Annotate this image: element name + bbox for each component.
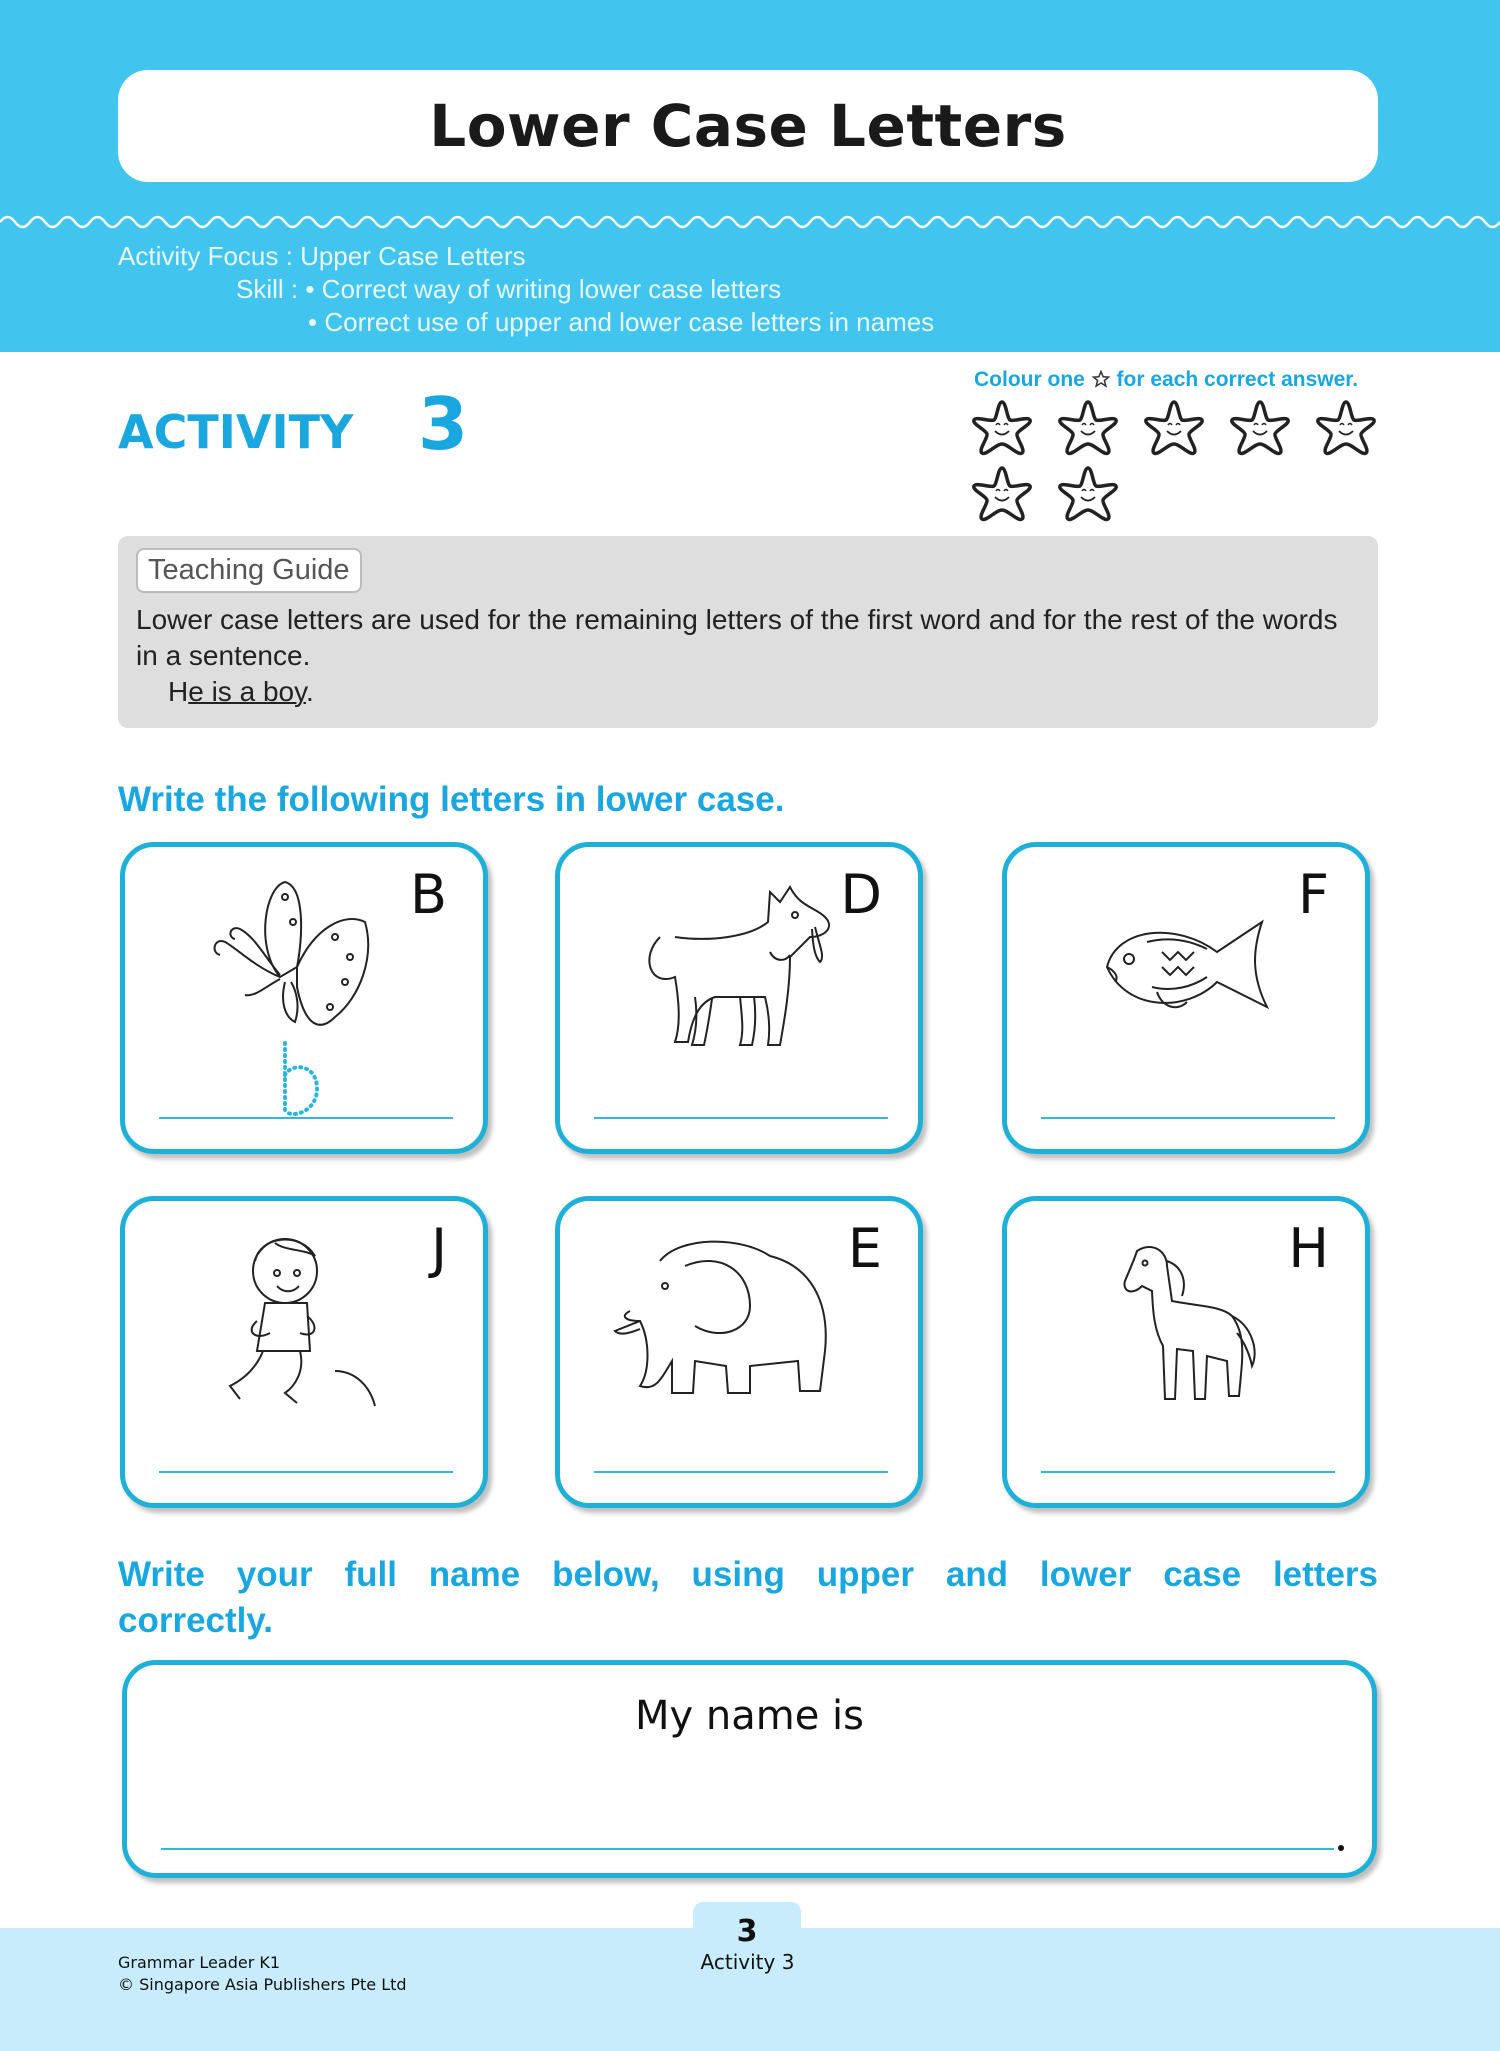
page-number: 3 [693,1902,801,1962]
dog-icon [620,867,840,1057]
answer-line[interactable] [594,1117,888,1119]
teaching-guide-text: Lower case letters are used for the remaining letters of the first word and for the rest of the words in a sentence. [136,604,1338,671]
teaching-guide [118,536,1378,728]
copyright: © Singapore Asia Publishers Pte Ltd [118,1975,407,1994]
answer-line[interactable] [1041,1471,1335,1473]
exercise1-instruction: Write the following letters in lower case. [118,780,785,819]
header-banner [0,0,1500,352]
skill-item: • Correct use of upper and lower case letters in names [308,307,935,337]
letter-card-h [1002,1196,1370,1508]
smiling-star-icon[interactable] [1056,398,1120,458]
name-answer-line[interactable] [161,1848,1334,1850]
fish-icon [1067,867,1287,1057]
elephant-icon [600,1221,840,1411]
name-writing-box [122,1660,1377,1878]
activity-label: ACTIVITY [118,405,354,459]
footer-activity-label: Activity 3 [700,1950,795,1974]
butterfly-icon [185,867,405,1057]
smiling-star-icon[interactable] [1142,398,1206,458]
smiling-star-icon[interactable] [1056,464,1120,524]
smiling-star-icon[interactable] [970,464,1034,524]
uppercase-letter: E [847,1217,882,1280]
smiling-star-icon[interactable] [1314,398,1378,458]
activity-focus [118,240,934,339]
answer-line[interactable] [594,1471,888,1473]
book-title: Grammar Leader K1 [118,1953,281,1972]
wave-divider [0,212,1500,232]
uppercase-letter: F [1297,863,1329,926]
teaching-guide-tag: Teaching Guide [136,548,362,593]
star-rating [970,398,1390,524]
name-prompt: My name is [634,1693,864,1739]
dotted-letter-b-guide [277,1041,327,1121]
star-note-after: for each correct answer. [1116,368,1359,391]
skill-item: • Correct way of writing lower case letters [305,274,782,304]
answer-line[interactable] [159,1471,453,1473]
answer-line[interactable] [1041,1117,1335,1119]
full-stop [1338,1845,1344,1851]
uppercase-letter: D [840,863,882,926]
uppercase-letter: H [1288,1217,1329,1280]
horse-icon [1067,1221,1287,1411]
footer-credits [118,1952,407,1996]
focus-label: Activity Focus : [118,241,293,271]
letter-card-f [1002,842,1370,1154]
letter-card-j [120,1196,488,1508]
example-first-letter: H [168,676,189,707]
uppercase-letter: J [431,1217,447,1280]
star-note-before: Colour one [974,368,1085,391]
example-underlined: e is a boy [188,676,307,707]
smiling-star-icon[interactable] [1228,398,1292,458]
activity-number: 3 [418,382,469,466]
example-end: . [306,676,314,707]
title-box [118,70,1378,182]
letter-card-d [555,842,923,1154]
answer-line[interactable] [159,1117,453,1119]
letter-card-e [555,1196,923,1508]
smiling-star-icon[interactable] [970,398,1034,458]
teaching-guide-example [168,676,314,708]
page-title: Lower Case Letters [429,92,1067,160]
exercise2-instruction: Write your full name below, using upper and lower case letters correctly. [118,1555,1378,1640]
focus-value: Upper Case Letters [300,241,526,271]
letter-card-b [120,842,488,1154]
skill-label: Skill : [236,274,299,304]
uppercase-letter: B [409,863,447,926]
small-star-icon [1091,370,1111,388]
jumping-boy-icon [185,1221,405,1411]
star-rating-note [974,368,1358,392]
